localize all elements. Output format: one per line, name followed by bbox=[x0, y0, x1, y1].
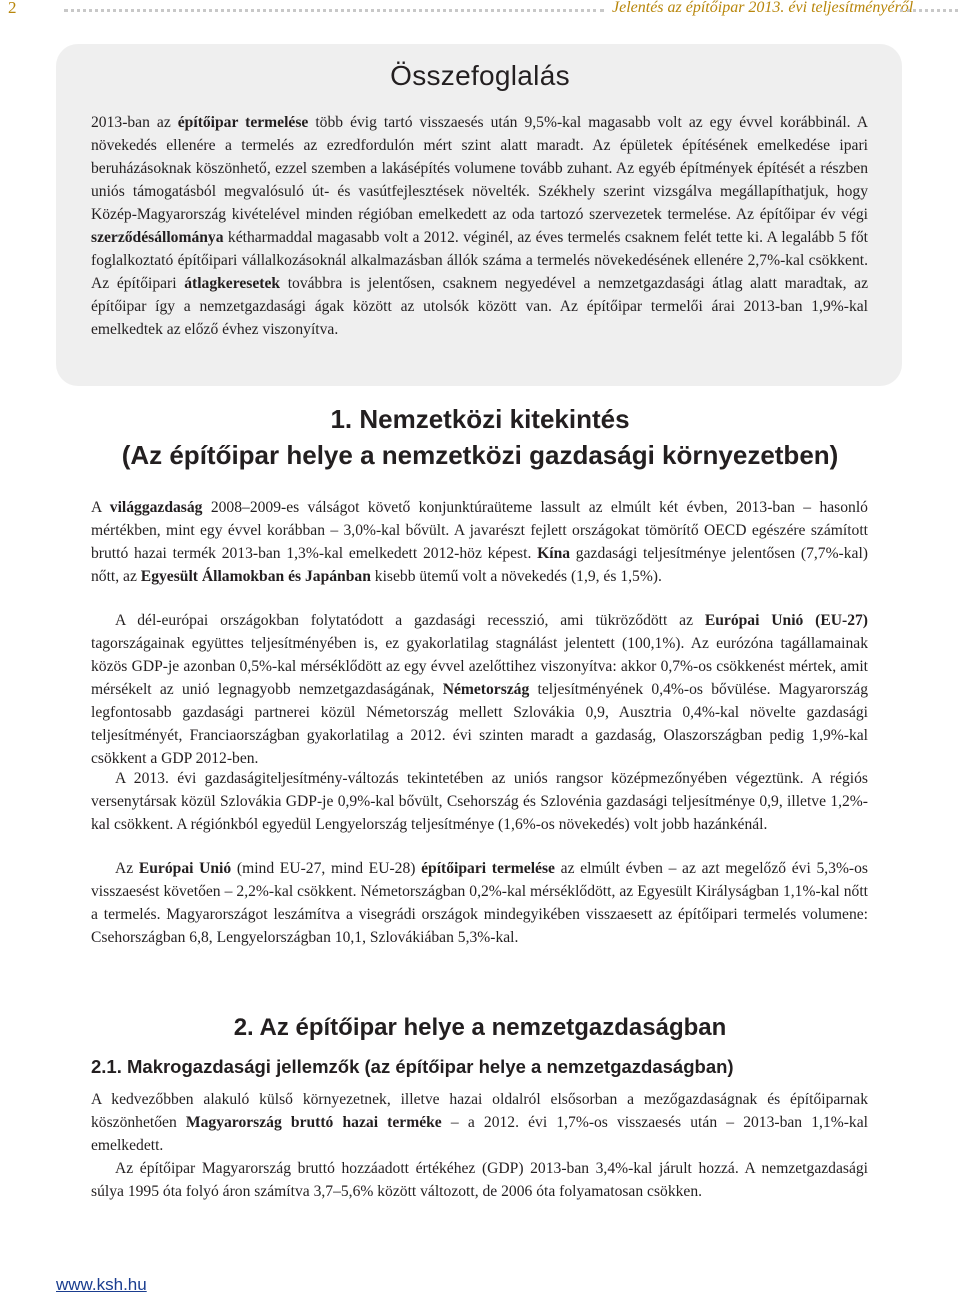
page-number: 2 bbox=[8, 0, 17, 17]
header-dotted-rule-right bbox=[900, 9, 958, 12]
section1-title-line1: 1. Nemzetközi kitekintés bbox=[330, 404, 630, 434]
running-title: Jelentés az építőipar 2013. évi teljesítményéről bbox=[612, 0, 914, 16]
summary-paragraph: 2013-ban az építőipar termelése több évig tartó visszaesés után 9,5%-kal magasabb volt az egy évvel korábbinál. A növekedés ellenére a termelés az ezredfordulón mért szint alatt maradt. Az épületek építésének emelkedése ipari beruházásoknak köszönhető, ezzel szemben a lakásépítés volumene tovább zuhant. Az egyéb építmények építését a részben uniós támogatásból megvalósuló út- és vasútfejlesztések növelték. Székhely szerint vizsgálva megállapíthatjuk, hogy Közép-Magyarország kivételével minden régióban emelkedett az oda tartozó szervezetek termelése. Az építőipar év végi szerződésállománya kétharmaddal magasabb volt a 2012. véginél, az éves termelés csaknem felét tette ki. A legalább 5 főt foglalkoztató építőipari vállalkozásoknál alkalmazásban állók száma a termelés növekedésének ellenére 2,7%-kal csökkent. Az építőipari átlagkeresetek továbbra is jelentősen, csaknem negyedével a nemzetgazdasági átlag alatt maradtak, az építőipar így a nemzetgazdasági ágak között az utolsók között van. Az építőipar termelői árai 2013-ban 1,9%-kal emelkedtek az előző évhez viszonyítva. bbox=[91, 114, 868, 338]
section2-title: 2. Az építőipar helye a nemzetgazdaságban bbox=[233, 1014, 727, 1041]
summary-title: Összefoglalás bbox=[390, 60, 570, 91]
section1-paragraph-2: A dél-európai országokban folytatódott a gazdasági recesszió, ami tükröződött az Európai Unió (EU-27) tagországainak együttes teljesítményében is, ez gyakorlatilag stagnálást jelentett (100,1%). Az eurózóna tagállamainak közös GDP-je azonban 0,5%-kal mérséklődött az egy évvel azelőttihez viszonyítva: akkor 0,7%-os csökkenést mértek, amit mérsékelt az unió legnagyobb nemzetgazdaságának, Németország teljesítményének 0,4%-os bővülése. Magyarország legfontosabb gazdasági partnerei közül Németország mellett Szlovákia 0,9, Ausztria 0,4%-kal növelte gazdasági teljesítményét, Franciaországban gyakorlatilag a 2012. évi szinten maradt a gazdaság, Olaszországban pedig 1,9%-kal csökkent a GDP 2012-ben. bbox=[91, 612, 868, 767]
section2-paragraph-1: A kedvezőbben alakuló külső környezetnek, illetve hazai oldalról elsősorban a mezőgazdaságnak és építőiparnak köszönhetően Magyarország bruttó hazai terméke – a 2012. évi 1,7%-os visszaesés után – 2013-ban 1,1%-kal emelkedett. bbox=[91, 1091, 868, 1154]
section1-paragraph-3: A 2013. évi gazdaságiteljesítmény-változás tekintetében az uniós rangsor középmezőnyében végeztünk. A régiós versenytársak közül Szlovákia GDP-je 0,9%-kal bővült, Csehország és Szlovénia gazdasági teljesítménye 0,9, illetve 1,2%-kal csökkent. A régiónkból egyedül Lengyelország teljesítménye (1,6%-os növekedés) volt jobb hazánkénál. bbox=[91, 770, 868, 833]
running-header bbox=[0, 0, 960, 22]
section1-paragraph-4: Az Európai Unió (mind EU-27, mind EU-28) építőipari termelése az elmúlt évben – az azt megelőző évi 5,3%-os visszaesést követően – 2,2%-kal csökkent. Németországban 0,2%-kal mérséklődött, az Egyesült Királyságban 1,1%-kal nőtt a termelés. Magyarországot leszámítva a visegrádi országok mindegyikében visszaesett az építőipari termelés volumene: Csehországban 6,8, Lengyelországban 10,1, Szlovákiában 5,3%-kal. bbox=[91, 860, 868, 946]
header-dotted-rule-left bbox=[64, 9, 604, 12]
section2-subtitle: 2.1. Makrogazdasági jellemzők (az építőipar helye a nemzetgazdaságban) bbox=[91, 1056, 734, 1077]
section1-paragraph-1: A világgazdaság 2008–2009-es válságot követő konjunktúraüteme lassult az elmúlt két évben, 2013-ban – hasonló mértékben, mint egy évvel korábban – 3,0%-kal bővült. A javarészt fejlett országokat tömörítő OECD egészére számított bruttó hazai termék 2013-ban 1,3%-kal emelkedett 2012-höz képest. Kína gazdasági teljesítménye jelentősen (7,7%-kal) nőtt, az Egyesült Államokban és Japánban kisebb ütemű volt a növekedés (1,9, és 1,5%). bbox=[91, 499, 868, 585]
section2-paragraph-2: Az építőipar Magyarország bruttó hozzáadott értékéhez (GDP) 2013-ban 3,4%-kal járult hozzá. A nemzetgazdasági súlya 1995 óta folyó áron számítva 3,7–5,6% között változott, de 2006 óta folyamatosan csökken. bbox=[91, 1160, 868, 1200]
section1-title-line2: (Az építőipar helye a nemzetközi gazdasági környezetben) bbox=[121, 440, 839, 470]
ksh-website-link[interactable]: www.ksh.hu bbox=[56, 1275, 147, 1294]
